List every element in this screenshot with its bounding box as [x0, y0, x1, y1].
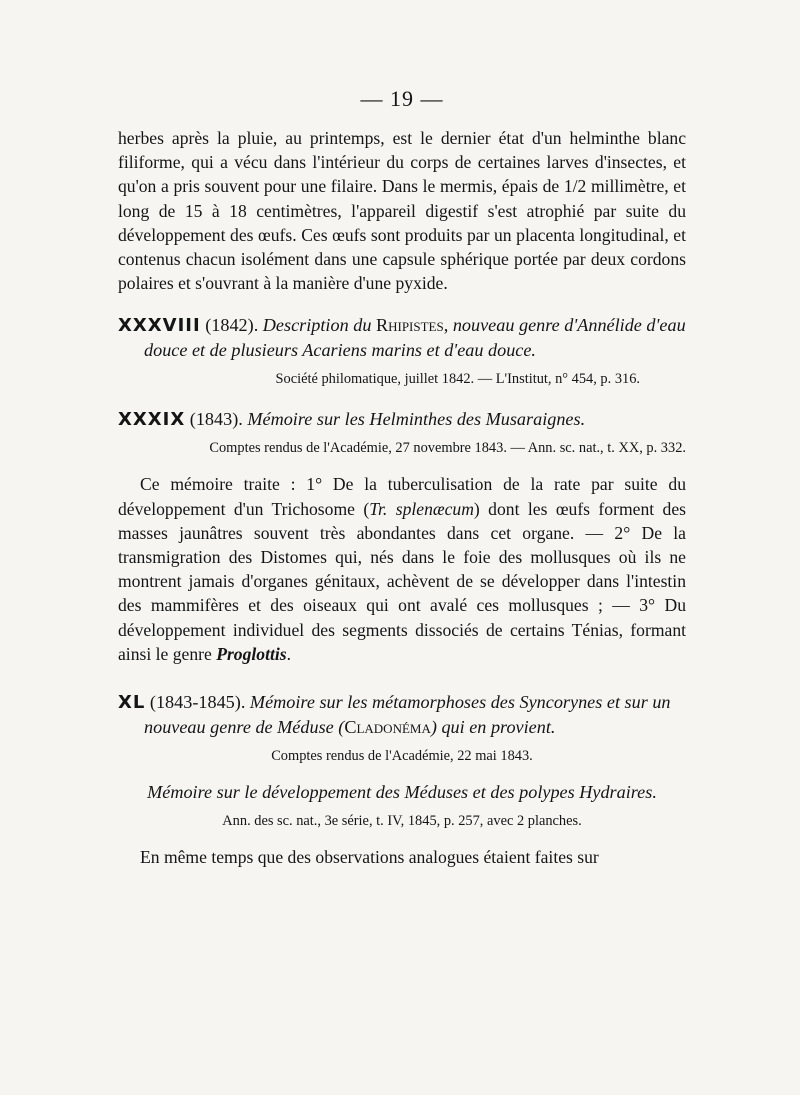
genus-name: Rhipistes,: [375, 315, 449, 336]
entry-reference: Société philomatique, juillet 1842. — L'Institut, n° 454, p. 316.: [275, 371, 640, 388]
subtitle-reference: Ann. des sc. nat., 3e série, t. IV, 1845, p. 257, avec 2 planches.: [222, 813, 582, 830]
entry-paragraph: [118, 472, 686, 666]
entry-year: (1843-1845).: [149, 692, 246, 713]
paragraph-text: ) dont les œufs forment des masses jaunâtres souvent très abondantes dans cet organe. — 2° De la transmigration des Distomes qui, nés dans le foie des mollusques où ils ne montrent jamais d'organes génitaux, achèvent de se développer dans l'intestin des mammifères et des oiseaux qui ont avalé ces mollusques ; — 3° Du développement individuel des segments dissociés de certains Ténias, formant ainsi le genre: [118, 498, 686, 664]
genus-name: Proglottis: [216, 643, 287, 664]
species-name: Tr. splenæcum: [369, 498, 474, 519]
entry-number: XXXVIII: [118, 315, 201, 337]
entry-xl: [118, 690, 686, 740]
entry-year: (1842).: [205, 315, 259, 336]
entry-reference: Comptes rendus de l'Académie, 27 novembre 1843. — Ann. sc. nat., t. XX, p. 332.: [209, 440, 686, 457]
entry-title: Mémoire sur les Helminthes des Musaraignes.: [247, 409, 586, 430]
entry-title-start: Mémoire sur les métamorphoses des Syncorynes et sur un nouveau genre de Méduse (: [144, 692, 671, 738]
genus-name: Cladonéma: [344, 717, 431, 738]
entry-title-end: nouveau genre d'Annélide d'eau douce et de plusieurs Acariens marins et d'eau douce.: [144, 315, 686, 361]
entry-number: XXXIX: [118, 409, 186, 431]
paragraph-end: .: [286, 643, 291, 664]
page: [118, 86, 686, 869]
entry-xxxix: [118, 407, 686, 432]
paragraph-text: Ce mémoire traite : 1° De la tuberculisation de la rate par suite du développement d'un Trichosome (: [118, 474, 686, 519]
intro-paragraph: herbes après la pluie, au printemps, est le dernier état d'un helminthe blanc filiforme, qui a vécu dans l'intérieur du corps de certaines larves d'insectes, et qu'on a pris souvent pour une filaire. Dans le mermis, épais de 1/2 millimètre, et long de 15 à 18 centimètres, l'appareil digestif s'est atrophié par suite du développement des œufs. Ces œufs sont produits par un placenta longitudinal, et contenus chacun isolément dans une capsule sphérique portée par deux cordons polaires et s'ouvrant à la manière d'une pyxide.: [118, 128, 686, 294]
entry-subtitle: Mémoire sur le développement des Méduses et des polypes Hydraires.: [147, 782, 657, 803]
closing-line: En même temps que des observations analogues étaient faites sur: [140, 847, 599, 868]
entry-number: XL: [118, 692, 146, 714]
entry-year: (1843).: [189, 409, 243, 430]
page-number: — 19 —: [360, 86, 444, 111]
entry-title-end: ) qui en provient.: [430, 717, 556, 738]
entry-reference: Comptes rendus de l'Académie, 22 mai 1843.: [271, 748, 533, 765]
entry-xxxviii: [118, 313, 686, 363]
entry-title-start: Description du: [262, 315, 372, 336]
